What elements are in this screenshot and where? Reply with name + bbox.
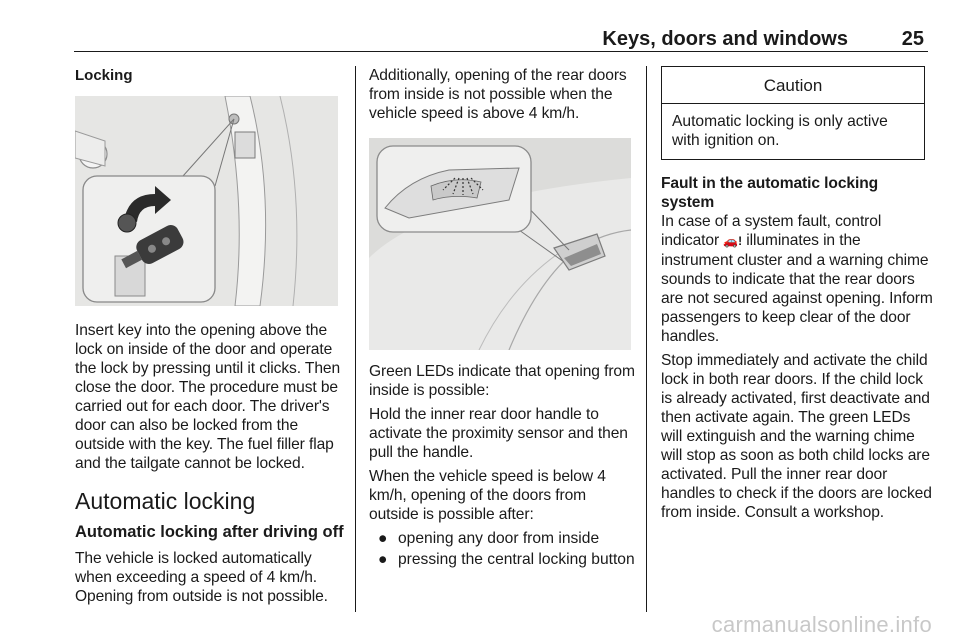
caution-text: Automatic locking is only active with ignition on. bbox=[672, 113, 888, 149]
bullet-icon: ● bbox=[378, 530, 388, 547]
fault-description bbox=[661, 212, 933, 346]
fault-text-start: In case of a system fault, control indicator bbox=[661, 213, 882, 249]
automatic-locking-heading: Automatic locking bbox=[75, 488, 256, 514]
door-lock-drawing bbox=[75, 96, 338, 306]
fault-text-end: illuminates in the instrument cluster and a warning chime sounds to indicate that the rear doors are not secured against opening. Inform passengers to keep clear of the door handles. bbox=[661, 232, 933, 345]
control-indicator-icon: 🚗! bbox=[723, 234, 743, 248]
door-handle-illustration bbox=[369, 138, 631, 350]
list-item bbox=[369, 529, 635, 548]
watermark: carmanualsonline.info bbox=[711, 612, 932, 637]
list-item-text: opening any door from inside bbox=[398, 530, 600, 547]
column-divider bbox=[646, 66, 647, 612]
fault-heading: Fault in the automatic locking system bbox=[661, 175, 879, 211]
locking-instructions: Insert key into the opening above the lock on inside of the door and operate the lock by pressing until it clicks. Then close the door. The procedure must be carried out for each door. The driver's door can also be locked from the outside with the key. The fuel filler flap and the tailgate cannot be locked. bbox=[75, 322, 341, 472]
speed-below-info: When the vehicle speed is below 4 km/h, opening of the doors from outside is possible after: bbox=[369, 468, 606, 523]
caution-box bbox=[661, 66, 925, 160]
green-leds-info: Green LEDs indicate that opening from inside is possible: bbox=[369, 363, 635, 399]
caution-title: Caution bbox=[662, 67, 924, 104]
column-3 bbox=[661, 66, 933, 527]
rear-door-info: Additionally, opening of the rear doors from inside is not possible when the vehicle speed is above 4 km/h. bbox=[369, 67, 627, 122]
automatic-locking-subheading: Automatic locking after driving off bbox=[75, 523, 344, 541]
column-divider bbox=[355, 66, 356, 612]
bullet-icon: ● bbox=[378, 551, 388, 568]
page-header bbox=[74, 26, 928, 52]
column-1 bbox=[75, 66, 345, 611]
child-lock-instructions: Stop immediately and activate the child lock in both rear doors. If the child lock is already activated, first deactivate and then activate again. The green LEDs will extinguish and the warning chime will stop as soon as both child locks are activated. Pull the inner rear door handles to check if the doors are locked from inside. Consult a workshop. bbox=[661, 352, 932, 521]
column-2 bbox=[369, 66, 635, 571]
opening-conditions-list bbox=[369, 529, 635, 569]
automatic-locking-description: The vehicle is locked automatically when exceeding a speed of 4 km/h. Opening from outside is not possible. bbox=[75, 550, 328, 605]
page-number: 25 bbox=[901, 28, 924, 50]
chapter-title: Keys, doors and windows bbox=[602, 28, 848, 50]
door-lock-illustration bbox=[75, 96, 338, 306]
hold-handle-info: Hold the inner rear door handle to activate the proximity sensor and then pull the handle. bbox=[369, 406, 628, 461]
door-handle-drawing bbox=[369, 138, 631, 350]
list-item-text: pressing the central locking button bbox=[398, 551, 635, 568]
locking-heading: Locking bbox=[75, 67, 133, 84]
list-item bbox=[369, 550, 635, 569]
